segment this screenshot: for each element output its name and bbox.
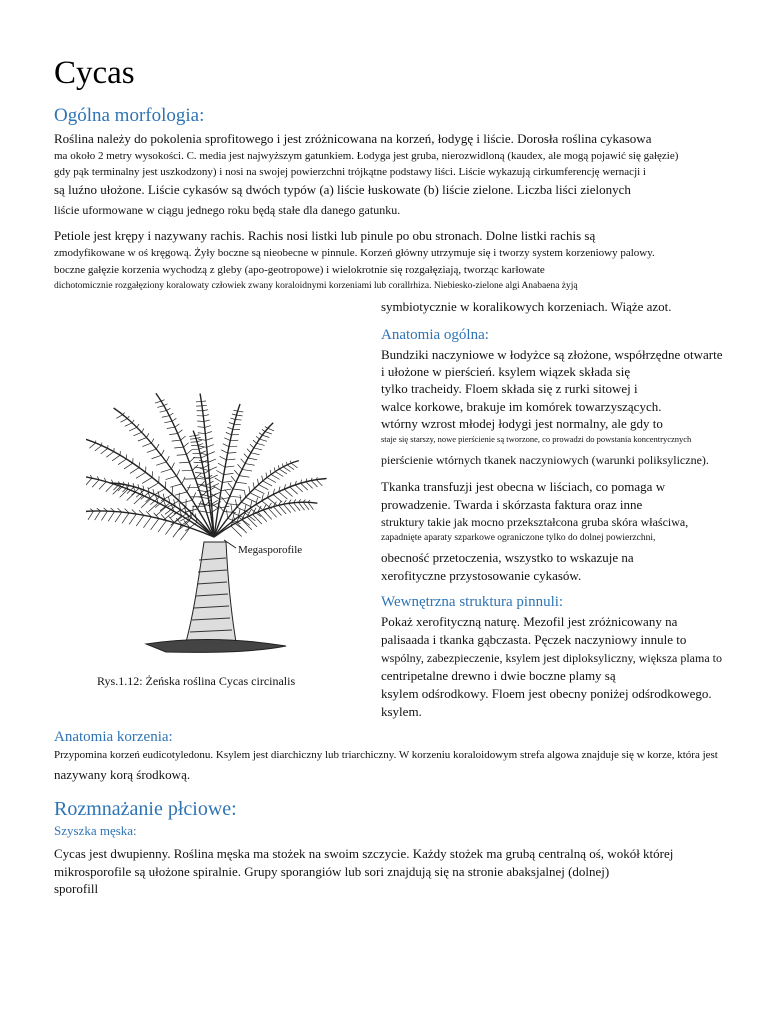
text-line: staje się starszy, nowe pierścienie są tworzone, co prowadzi do powstania koncentrycznych [381, 434, 692, 444]
heading-root-anatomy: Anatomia korzenia: [54, 729, 173, 745]
text-line: struktury takie jak mocno przekształcona gruba skóra właściwa, [381, 515, 689, 529]
text-line: Bundziki naczyniowe w łodyżce są złożone, współrzędne otwarte [381, 347, 723, 362]
text-line: Cycas jest dwupienny. Roślina męska ma stożek na swoim szczycie. Każdy stożek ma grubą centralną oś, wokół której [54, 846, 674, 861]
text-line: nazywany korą środkową. [54, 767, 191, 782]
text-line: xerofityczne przystosowanie cykasów. [381, 568, 582, 583]
text-line: Tkanka transfuzji jest obecna w liściach, co pomaga w [381, 479, 666, 494]
text-line: ksylem. [381, 704, 422, 719]
heading-general-morphology: Ogólna morfologia: [54, 105, 205, 126]
page-title: Cycas [54, 55, 135, 91]
text-line: Petiole jest krępy i nazywany rachis. Rachis nosi listki lub pinule po obu stronach. Dolne listki rachis są [54, 228, 596, 243]
figure-caption: Rys.1.12: Żeńska roślina Cycas circinalis [97, 674, 296, 688]
figure-label-megasporophyll: Megasporofile [238, 544, 303, 556]
text-line: symbiotycznie w koralikowych korzeniach. Wiąże azot. [381, 299, 672, 314]
text-line: pierścienie wtórnych tkanek naczyniowych (warunki poliksyliczne). [381, 453, 709, 467]
cycas-plant-illustration-icon [86, 312, 376, 692]
heading-general-anatomy: Anatomia ogólna: [381, 327, 489, 343]
heading-pinnule-structure: Wewnętrzna struktura pinnuli: [381, 594, 564, 610]
text-line: sporofill [54, 881, 99, 896]
text-line: Przypomina korzeń eudicotyledonu. Ksylem jest diarchiczny lub triarchiczny. W korzeniu koraloidowym strefa algowa znajduje się w korze, która jest [54, 749, 718, 761]
text-line: gdy pąk terminalny jest uszkodzony) i nosi na swojej powierzchni trójkątne podstawy liści. Liście wykazują cirkumferencję wernacji i [54, 166, 646, 178]
heading-sexual-reproduction: Rozmnażanie płciowe: [54, 798, 237, 820]
text-line: zapadnięte aparaty szparkowe ograniczone tylko do dolnej powierzchni, [381, 533, 656, 543]
text-line: centripetalne drewno i dwie boczne plamy są [381, 668, 616, 683]
text-line: są luźno ułożone. Liście cykasów są dwóch typów (a) liście łuskowate (b) liście zielone. Liczba liści zielonych [54, 182, 631, 197]
text-line: liście uformowane w ciągu jednego roku będą stałe dla danego gatunku. [54, 203, 401, 217]
text-line: zmodyfikowane w oś kręgową. Żyły boczne są nieobecne w pinnule. Korzeń główny utrzymuje się i tworzy system korzeniowy palowy. [54, 247, 655, 259]
text-line: Pokaż xerofityczną naturę. Mezofil jest zróżnicowany na [381, 614, 678, 629]
text-line: tylko tracheidy. Floem składa się z rurki sitowej i [381, 381, 638, 396]
text-line: boczne gałęzie korzenia wychodzą z gleby (apo-geotropowe) i wielokrotnie się rozgałęziają, tworząc karłowate [54, 264, 545, 276]
text-line: ma około 2 metry wysokości. C. media jest najwyższym gatunkiem. Łodyga jest gruba, nierozwidloną (kaudex, ale mogą pojawić się gałęzie) [54, 150, 679, 162]
text-line: prowadzenie. Twarda i skórzasta faktura oraz inne [381, 497, 643, 512]
text-line: obecność przetoczenia, wszystko to wskazuje na [381, 550, 634, 565]
text-line: wtórny wzrost młodej łodygi jest normalny, ale gdy to [381, 416, 663, 431]
text-line: dichotomicznie rozgałęziony koralowaty człowiek zwany koraloidnymi korzeniami lub corallrhiza. Niebiesko-zielone algi Anabaena żyją [54, 281, 578, 291]
text-line: i ułożone w pierścień. ksylem wiązek składa się [381, 364, 631, 379]
text-line: walce korkowe, brakuje im komórek towarzyszących. [381, 399, 662, 414]
text-line: palisaada i tkanka gąbczasta. Pęczek naczyniowy innule to [381, 632, 687, 647]
text-line: mikrosporofile są ułożone spiralnie. Grupy sporangiów lub sori znajdują się na stronie abaksjalnej (dolnej) [54, 864, 610, 879]
text-line: Roślina należy do pokolenia sprofitowego i jest zróżnicowana na korzeń, łodygę i liście. Dorosła roślina cykasowa [54, 131, 652, 146]
text-line: ksylem odśrodkowy. Floem jest obecny poniżej odśrodkowego. [381, 686, 712, 701]
heading-male-cone: Szyszka męska: [54, 823, 137, 838]
text-line: wspólny, zabezpieczenie, ksylem jest diploksyliczny, większa plama to [381, 651, 723, 665]
